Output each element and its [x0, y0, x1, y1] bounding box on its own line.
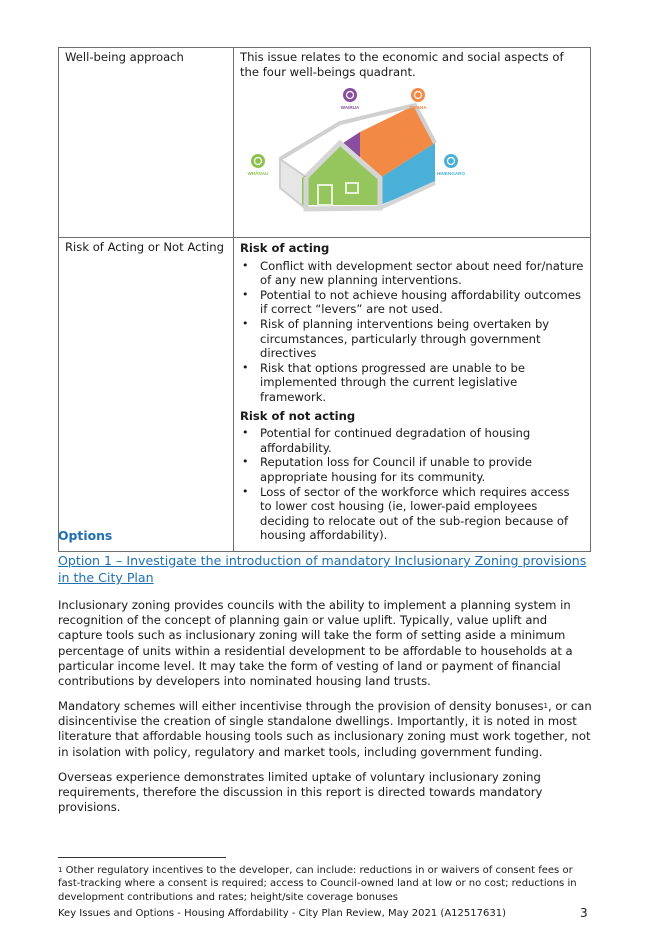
paragraph-text: Mandatory schemes will either incentivise through the provision of density bonuses — [58, 699, 544, 713]
footnote-text: Other regulatory incentives to the developer, can include: reductions in or waivers of consent fees or fast-tracking where a consent is required; access to Council-owned land at low or no cost; reductions in development contributions and rates; height/site coverage bonuses — [58, 865, 577, 903]
whanau-icon — [251, 154, 265, 168]
footnote-divider — [58, 857, 226, 858]
risk-of-not-acting-heading: Risk of not acting — [240, 408, 356, 423]
row-content — [234, 48, 591, 238]
hinengaro-icon — [444, 154, 458, 168]
list-item: • Loss of sector of the workforce which requires access to lower cost housing (ie, lower-paid employees deciding to relocate out of the sub-region because of housing affordability). — [240, 485, 584, 543]
house-diagram-svg — [240, 85, 520, 215]
options-heading: Options — [58, 528, 113, 543]
wairua-label: WAIRUA — [340, 105, 360, 111]
row-content — [234, 238, 591, 552]
row-label: Well-being approach — [59, 48, 234, 238]
four-wellbeings-diagram — [240, 85, 520, 215]
page-footer: Key Issues and Options - Housing Affordability - City Plan Review, May 2021 (A12517631) — [58, 908, 506, 919]
paragraph: Inclusionary zoning provides councils with the ability to implement a planning system in recognition of the concept of planning gain or value uplift. Typically, value uplift and capture tools such as inclusionary zoning will take the form of setting aside a minimum percentage of units within a residential development to be affordable to households at a particular income level. It may take the form of vesting of land or payment of financial contributions by developers into nominated housing land trusts. — [58, 598, 573, 689]
whanau-label: WHĀNAU — [247, 171, 269, 177]
paragraph-text: , or can disincentivise the creation of single standalone dwellings. Importantly, it is noted in most literature that affordable housing tools such as inclusionary zoning must work together, not in isolation with policy, regulatory and market tools, including government funding. — [58, 699, 592, 759]
footnote-marker: 1 — [58, 866, 63, 874]
paragraph: Overseas experience demonstrates limited uptake of voluntary inclusionary zoning requirements, therefore the discussion in this report is directed towards mandatory provisions. — [58, 770, 543, 815]
hinengaro-label: HINENGARO — [436, 171, 466, 177]
tinana-icon — [411, 88, 425, 102]
table-row — [59, 238, 591, 552]
risk-of-acting-list — [240, 259, 584, 405]
list-item: • Potential to not achieve housing affordability outcomes if correct “levers” are not used. — [240, 288, 584, 317]
list-item: • Conflict with development sector about need for/nature of any new planning interventions. — [240, 259, 584, 288]
list-item: • Risk of planning interventions being overtaken by circumstances, particularly through government directives — [240, 317, 584, 361]
wairua-icon — [343, 88, 357, 102]
wellbeing-text: This issue relates to the economic and social aspects of the four well-beings quadrant. — [240, 50, 564, 79]
page-number: 3 — [580, 906, 588, 920]
row-label: Risk of Acting or Not Acting — [59, 238, 234, 552]
footnote-reference[interactable]: 1 — [543, 702, 548, 710]
tinana-label: TINANA — [409, 105, 427, 111]
risk-of-acting-heading: Risk of acting — [240, 241, 330, 255]
list-item: • Potential for continued degradation of housing affordability. — [240, 426, 584, 455]
list-item: • Risk that options progressed are unable to be implemented through the current legislative framework. — [240, 361, 584, 405]
issue-table — [58, 47, 591, 552]
list-item: • Reputation loss for Council if unable to provide appropriate housing for its community. — [240, 455, 584, 484]
footnote — [58, 864, 593, 904]
table-row — [59, 48, 591, 238]
risk-of-not-acting-list — [240, 426, 584, 543]
option1-heading-link[interactable]: Option 1 – Investigate the introduction of mandatory Inclusionary Zoning provisions in the City Plan — [58, 553, 587, 585]
paragraph — [58, 699, 593, 760]
